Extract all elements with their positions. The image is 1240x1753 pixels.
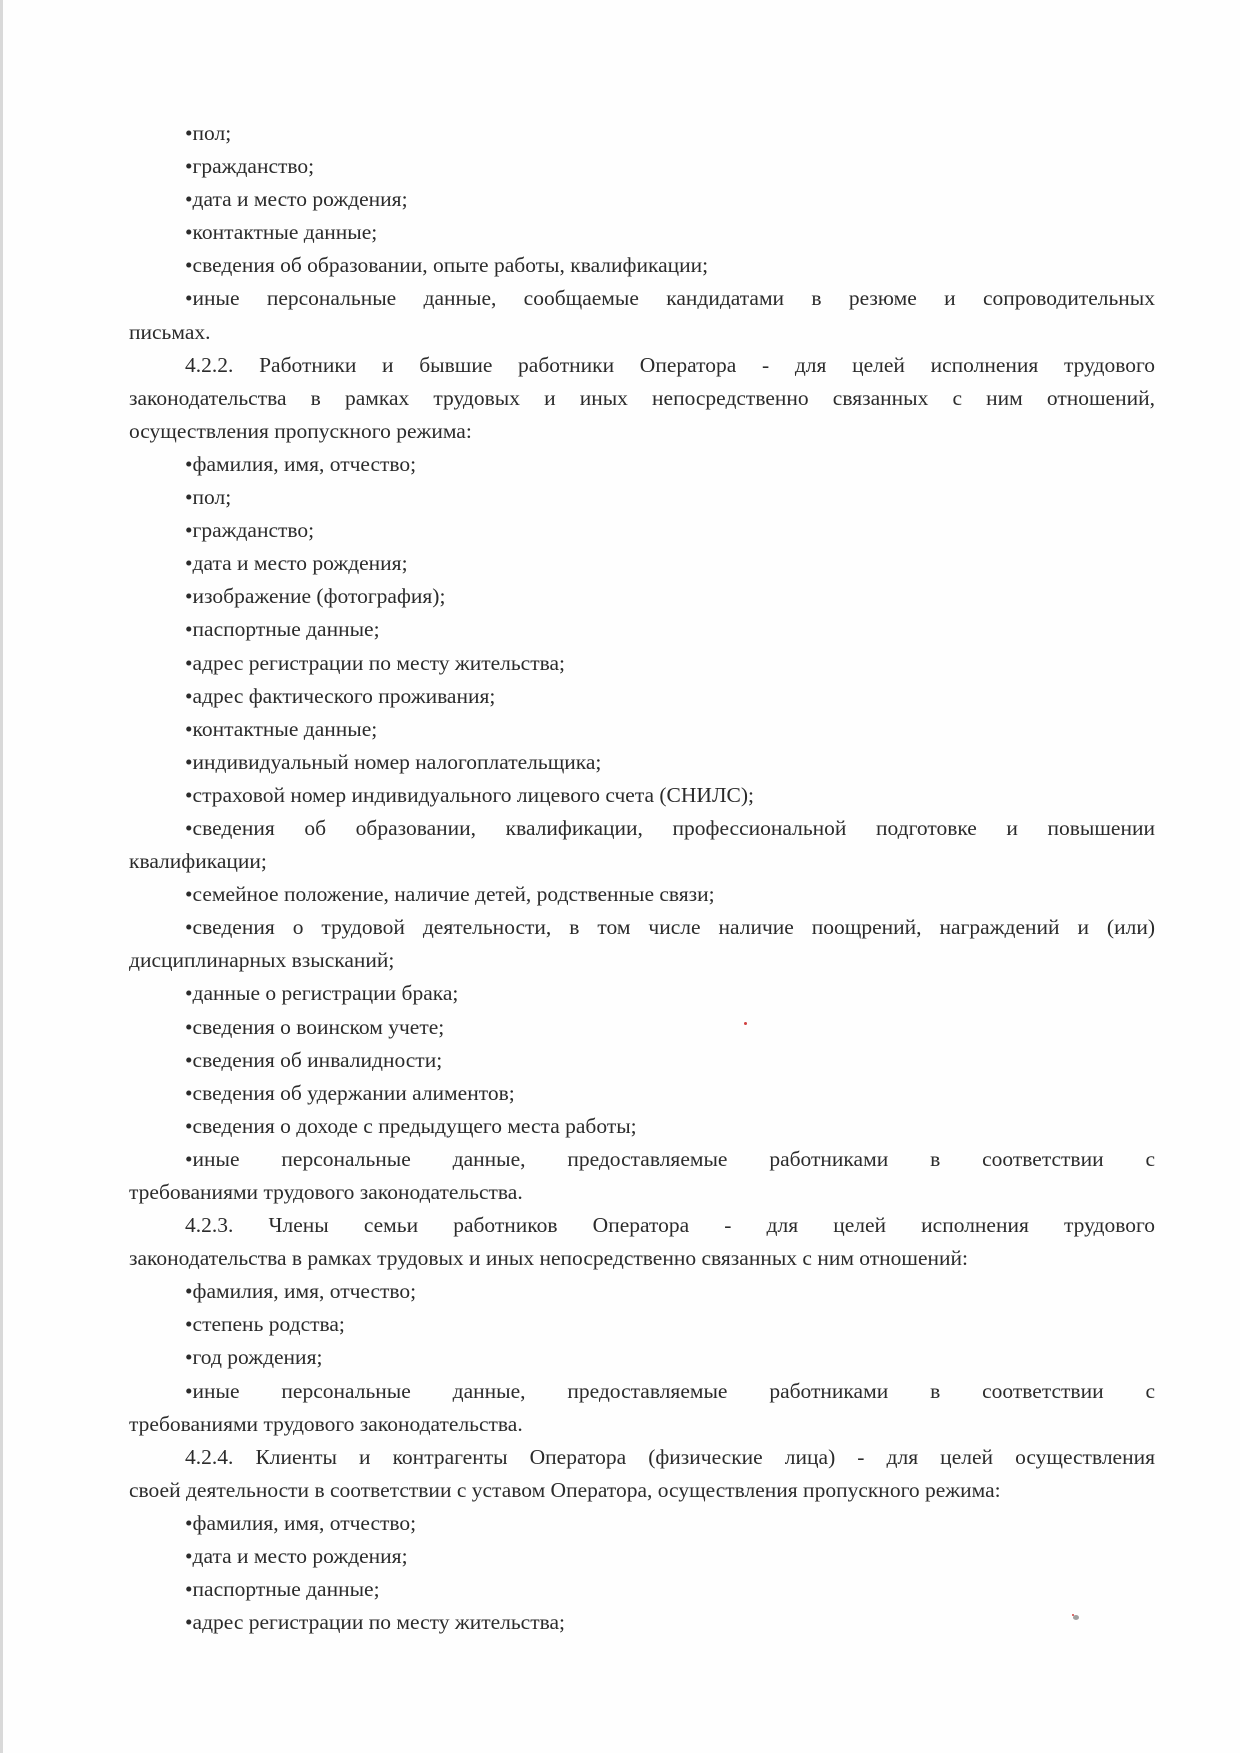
list-item: •фамилия, имя, отчество; [185,1510,417,1535]
list-item: •фамилия, имя, отчество; [185,1279,417,1304]
list-item: •адрес регистрации по месту жительства; [185,650,566,675]
list-item: •изображение (фотография); [185,584,446,609]
section-paragraph-start: 4.2.4. Клиенты и контрагенты Оператора (физические лица) - для целей осуществления [185,1444,1155,1469]
list-item: •паспортные данные; [185,1577,380,1602]
paragraph-line: письмах. [129,319,211,344]
list-item: •гражданство; [185,518,315,543]
list-item: •дата и место рождения; [185,187,408,212]
list-item: •гражданство; [185,154,315,179]
paragraph-line: требованиями трудового законодательства. [129,1411,523,1436]
paragraph-line: требованиями трудового законодательства. [129,1180,523,1204]
paragraph-line: законодательства в рамках трудовых и иных непосредственно связанных с ним отношений: [129,1246,969,1271]
list-item: •сведения о воинском учете; [185,1014,445,1039]
paragraph-line: квалификации; [129,849,267,874]
list-item: •пол; [185,485,232,510]
list-item: •дата и место рождения; [185,1544,408,1569]
paragraph-line: осуществления пропускного режима: [129,418,472,443]
list-item: •степень родства; [185,1312,345,1337]
list-item: •адрес регистрации по месту жительства; [185,1610,566,1635]
scan-speck-mark [1073,1615,1079,1620]
list-item: •данные о регистрации брака; [185,981,459,1006]
list-item: •паспортные данные; [185,617,380,642]
paragraph-line: дисциплинарных взысканий; [129,948,395,973]
list-item: •сведения о трудовой деятельности, в том числе наличие поощрений, награждений и (или) [185,915,1155,940]
list-item: •сведения об образовании, опыте работы, квалификации; [185,253,709,278]
scan-speck-red [744,1022,747,1025]
list-item: •дата и место рождения; [185,551,408,576]
list-item: •сведения об удержании алиментов; [185,1080,515,1105]
list-item: •пол; [185,121,232,145]
document-body [129,117,1155,1639]
list-item: •семейное положение, наличие детей, родственные связи; [185,882,715,907]
section-paragraph-start: 4.2.3. Члены семьи работников Оператора - для целей исполнения трудового [185,1213,1155,1238]
list-item: •иные персональные данные, сообщаемые кандидатами в резюме и сопроводительных [185,286,1155,311]
list-item: •сведения об инвалидности; [185,1047,443,1072]
paragraph-line: законодательства в рамках трудовых и иных непосредственно связанных с ним отношений, [129,385,1155,410]
list-item: •сведения о доходе с предыдущего места работы; [185,1113,637,1138]
section-paragraph-start: 4.2.2. Работники и бывшие работники Оператора - для целей исполнения трудового [185,352,1155,377]
list-item: •иные персональные данные, предоставляемые работниками в соответствии с [185,1146,1155,1171]
list-item: •страховой номер индивидуального лицевого счета (СНИЛС); [185,782,755,807]
paragraph-line: своей деятельности в соответствии с уставом Оператора, осуществления пропускного режима: [129,1477,1001,1502]
list-item: •год рождения; [185,1345,323,1370]
list-item: •индивидуальный номер налогоплательщика; [185,749,602,774]
scan-speck-red-small [1072,1614,1074,1616]
list-item: •иные персональные данные, предоставляемые работниками в соответствии с [185,1378,1155,1403]
list-item: •адрес фактического проживания; [185,683,496,708]
list-item: •сведения об образовании, квалификации, профессиональной подготовке и повышении [185,815,1155,840]
list-item: •контактные данные; [185,220,378,245]
list-item: •контактные данные; [185,716,378,741]
list-item: •фамилия, имя, отчество; [185,451,417,476]
